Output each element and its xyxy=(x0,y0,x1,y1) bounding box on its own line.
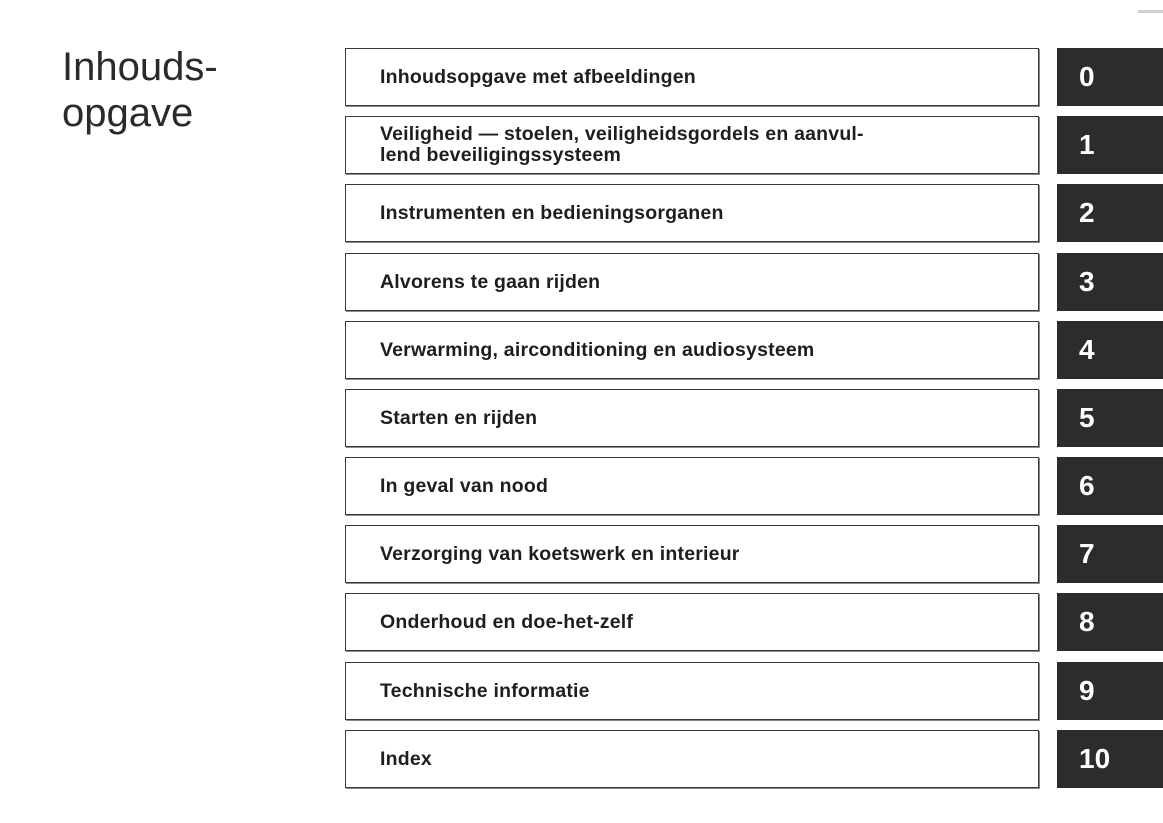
toc-entry-6[interactable] xyxy=(345,457,1163,517)
toc-entry-box[interactable] xyxy=(345,389,1039,447)
toc-entry-label[interactable]: In geval van nood xyxy=(380,474,549,497)
toc-entry-5[interactable] xyxy=(345,389,1163,449)
toc-entry-box[interactable] xyxy=(345,116,1039,174)
toc-entry-label[interactable]: Technische informatie xyxy=(380,679,590,702)
toc-entry-label[interactable]: Starten en rijden xyxy=(380,406,538,429)
chapter-number: 8 xyxy=(1079,606,1095,637)
chapter-tab-1[interactable] xyxy=(1057,116,1163,174)
chapter-tab-5[interactable] xyxy=(1057,389,1163,447)
toc-entry-10[interactable] xyxy=(345,730,1163,790)
toc-entry-box[interactable] xyxy=(345,48,1039,106)
chapter-tab-3[interactable] xyxy=(1057,253,1163,311)
toc-entry-box[interactable] xyxy=(345,525,1039,583)
page-title-line-1: Inhouds- xyxy=(62,45,218,89)
toc-entry-box[interactable] xyxy=(345,321,1039,379)
toc-entry-box[interactable] xyxy=(345,593,1039,651)
chapter-tab-8[interactable] xyxy=(1057,593,1163,651)
chapter-number: 7 xyxy=(1079,538,1095,569)
toc-entry-8[interactable] xyxy=(345,593,1163,653)
toc-entry-label[interactable]: Instrumenten en bedieningsorganen xyxy=(380,201,724,224)
toc-entry-1[interactable] xyxy=(345,116,1163,176)
toc-entry-label[interactable]: Verzorging van koetswerk en interieur xyxy=(380,542,740,565)
toc-entry-label-line-1: Veiligheid — stoelen, veiligheidsgordels en aanvul- xyxy=(380,123,864,145)
toc-entry-label[interactable]: Index xyxy=(380,747,432,770)
toc-entry-label[interactable]: Verwarming, airconditioning en audiosysteem xyxy=(380,338,815,361)
toc-entry-label[interactable] xyxy=(380,124,864,166)
toc-entry-2[interactable] xyxy=(345,184,1163,244)
toc-entry-label[interactable]: Inhoudsopgave met afbeeldingen xyxy=(380,65,696,88)
toc-entry-box[interactable] xyxy=(345,730,1039,788)
toc-entry-7[interactable] xyxy=(345,525,1163,585)
toc-entry-box[interactable] xyxy=(345,662,1039,720)
chapter-tab-6[interactable] xyxy=(1057,457,1163,515)
page-title-line-2: opgave xyxy=(62,91,194,135)
chapter-number: 4 xyxy=(1079,334,1095,365)
toc-entry-4[interactable] xyxy=(345,321,1163,381)
toc-entry-label[interactable]: Onderhoud en doe-het-zelf xyxy=(380,610,634,633)
toc-entry-0[interactable] xyxy=(345,48,1163,108)
chapter-tab-7[interactable] xyxy=(1057,525,1163,583)
chapter-number: 0 xyxy=(1079,61,1095,92)
chapter-tab-9[interactable] xyxy=(1057,662,1163,720)
toc-entry-box[interactable] xyxy=(345,184,1039,242)
chapter-tab-4[interactable] xyxy=(1057,321,1163,379)
chapter-number: 1 xyxy=(1079,129,1095,160)
chapter-tab-2[interactable] xyxy=(1057,184,1163,242)
toc-entry-3[interactable] xyxy=(345,253,1163,313)
toc-entry-box[interactable] xyxy=(345,253,1039,311)
toc-entry-9[interactable] xyxy=(345,662,1163,722)
toc-entry-label-line-2: lend beveiligingssysteem xyxy=(380,144,622,166)
chapter-tab-10[interactable] xyxy=(1057,730,1163,788)
toc-entry-box[interactable] xyxy=(345,457,1039,515)
chapter-number: 2 xyxy=(1079,197,1095,228)
chapter-number: 6 xyxy=(1079,470,1095,501)
chapter-number: 3 xyxy=(1079,266,1095,297)
chapter-number: 5 xyxy=(1079,402,1095,433)
chapter-tab-0[interactable] xyxy=(1057,48,1163,106)
chapter-number: 9 xyxy=(1079,675,1095,706)
toc-entry-label[interactable]: Alvorens te gaan rijden xyxy=(380,270,601,293)
chapter-number: 10 xyxy=(1079,743,1111,774)
